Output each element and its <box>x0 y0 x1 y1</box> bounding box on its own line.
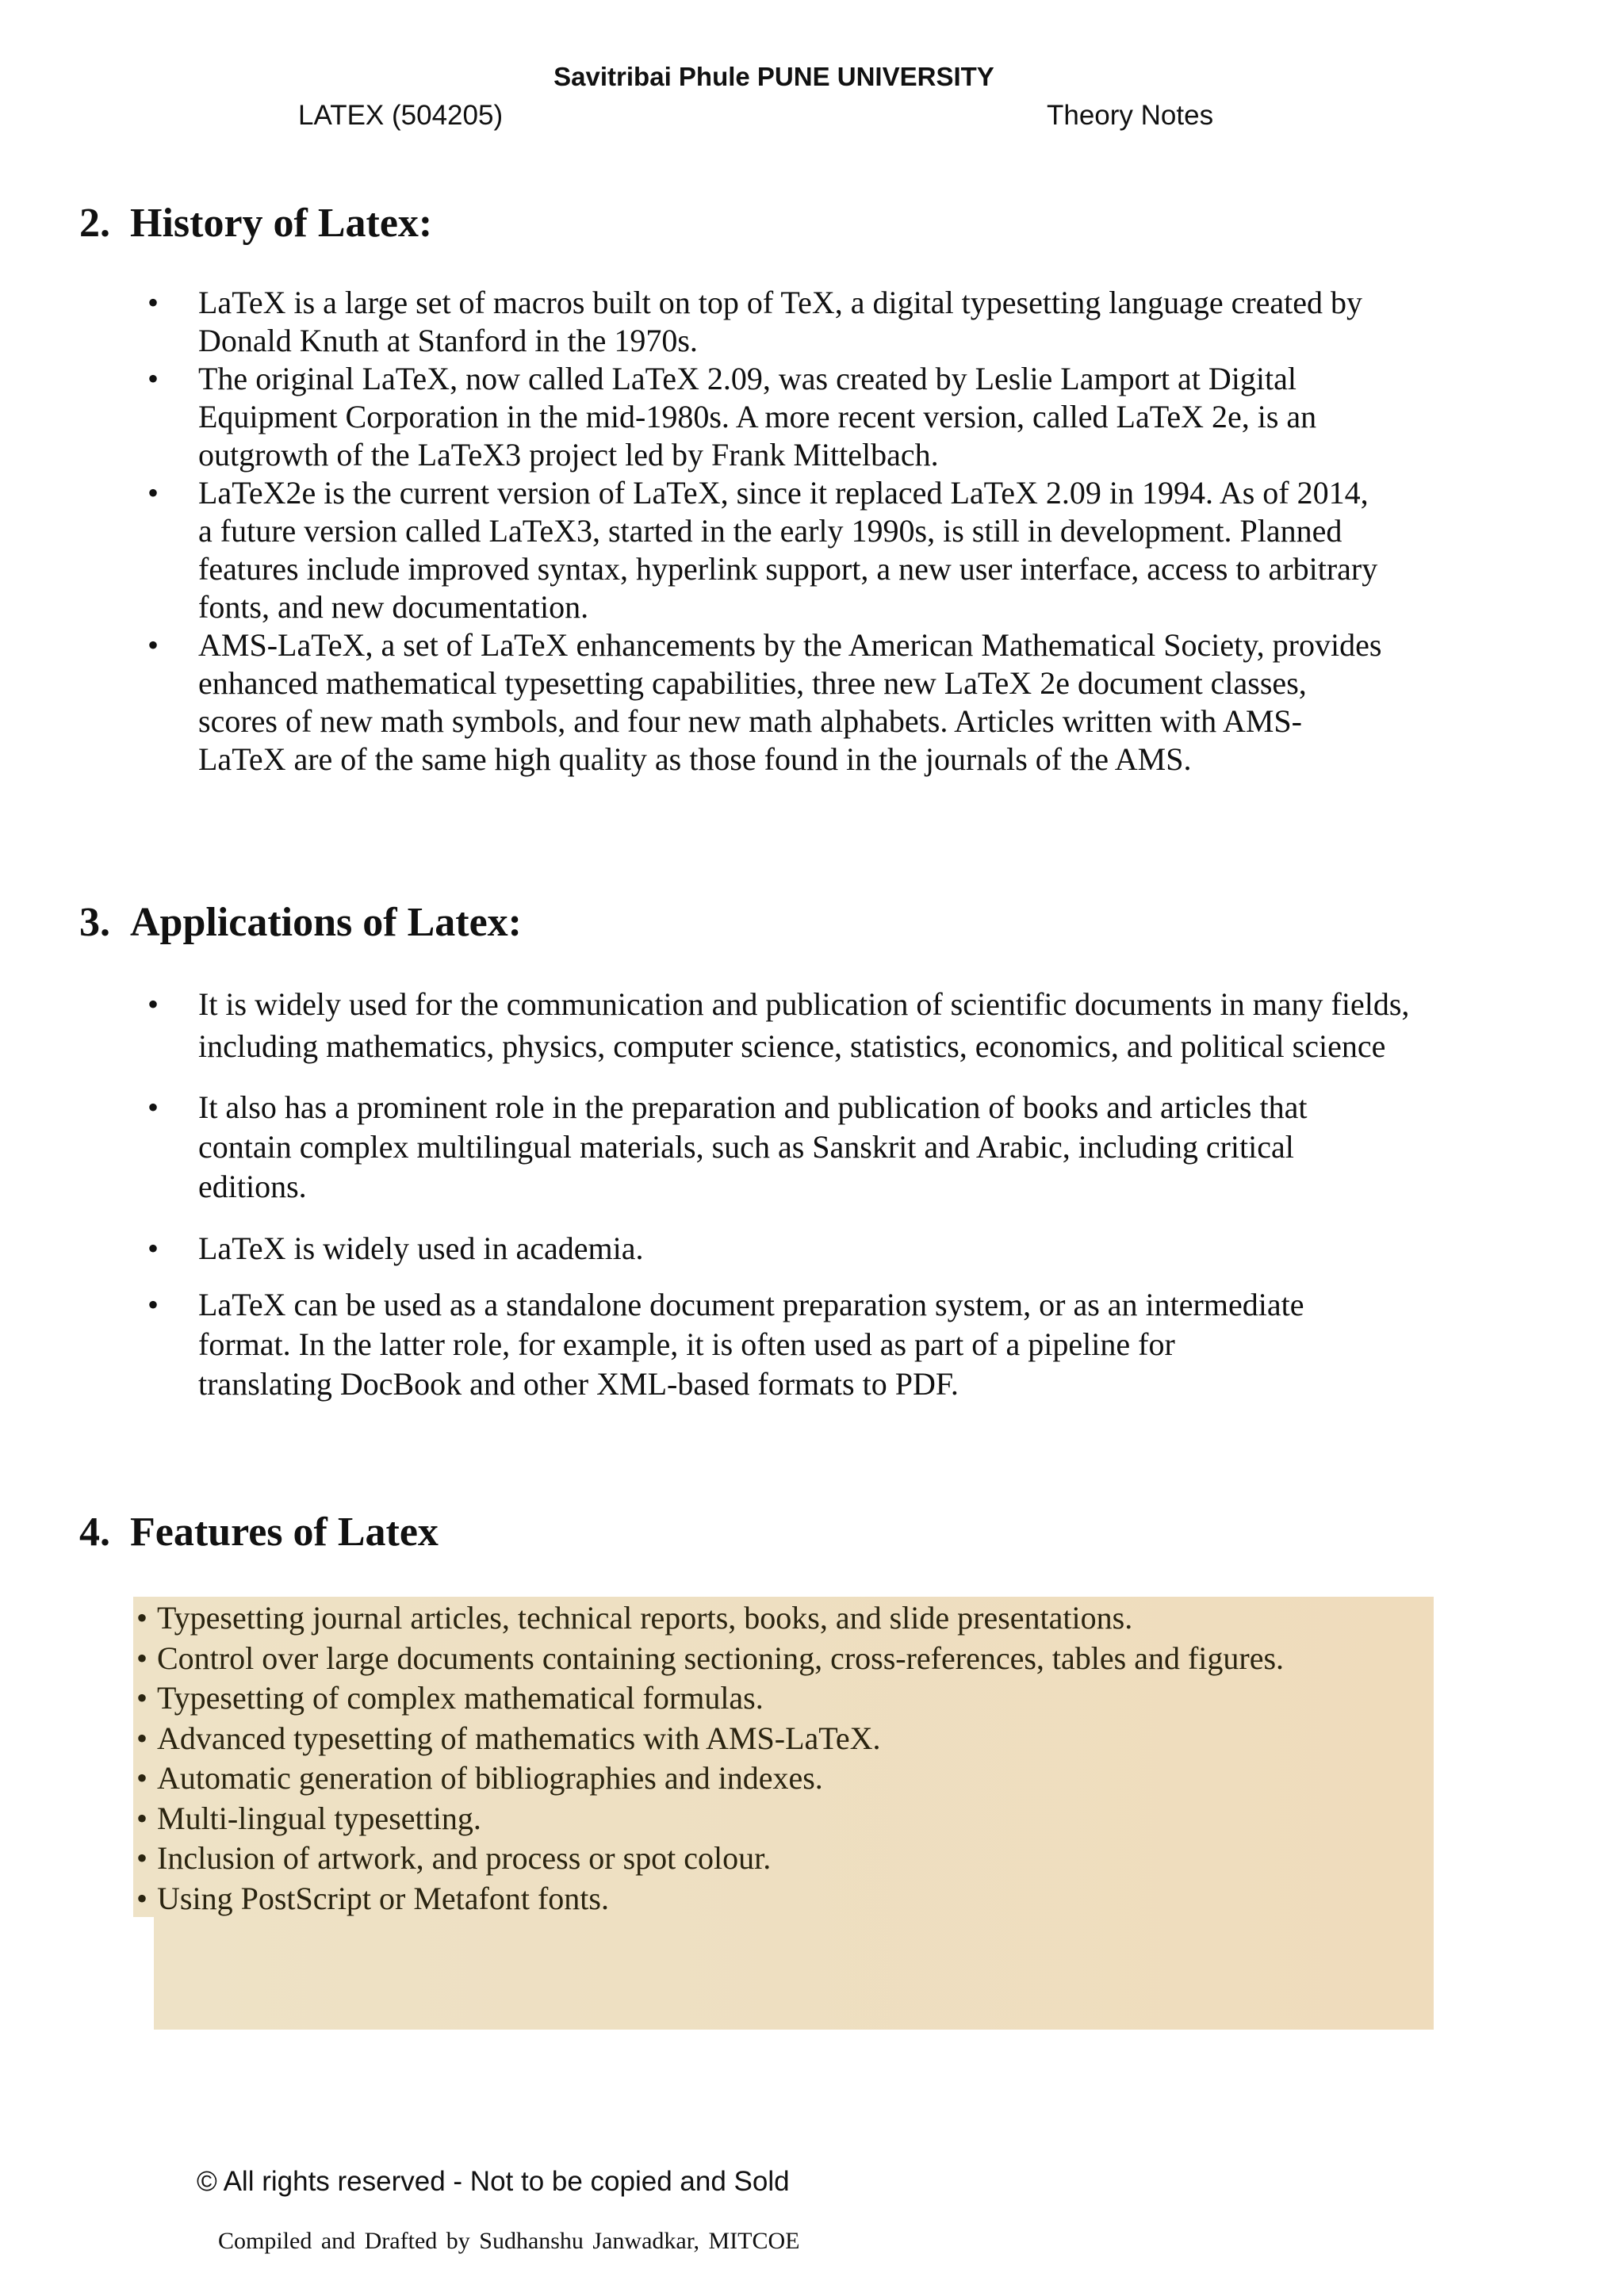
line: features include improved syntax, hyperlink support, a new user interface, access to arbitrary <box>198 551 1378 587</box>
feature-text: Inclusion of artwork, and process or spot colour. <box>157 1840 772 1876</box>
section-title: Applications of Latex: <box>130 900 522 945</box>
feature-text: Control over large documents containing sectioning, cross-references, tables and figures. <box>157 1640 1285 1676</box>
line: including mathematics, physics, computer science, statistics, economics, and political science <box>198 1028 1386 1064</box>
list-item <box>136 1678 1284 1719</box>
bullet-icon: • <box>136 1640 148 1676</box>
line: LaTeX is widely used in academia. <box>198 1230 644 1266</box>
list-item <box>147 360 1480 474</box>
line: enhanced mathematical typesetting capabilities, three new LaTeX 2e document classes, <box>198 665 1307 701</box>
section-heading-history <box>79 200 432 247</box>
feature-text: Automatic generation of bibliographies and indexes. <box>157 1760 823 1796</box>
bullet-icon: • <box>136 1720 148 1756</box>
line: It also has a prominent role in the preparation and publication of books and articles that <box>198 1089 1308 1125</box>
feature-text: Typesetting of complex mathematical formulas. <box>157 1680 764 1716</box>
list-item <box>136 1639 1284 1679</box>
line: a future version called LaTeX3, started in the early 1990s, is still in development. Planned <box>198 513 1342 549</box>
line: translating DocBook and other XML-based formats to PDF. <box>198 1366 959 1402</box>
line: Donald Knuth at Stanford in the 1970s. <box>198 323 698 358</box>
bullet-icon: • <box>147 1230 159 1266</box>
bullet-icon: • <box>136 1600 148 1636</box>
list-item <box>136 1799 1284 1839</box>
bullet-icon: • <box>147 627 159 663</box>
list-item <box>147 1285 1480 1404</box>
copyright-notice: © All rights reserved - Not to be copied and Sold <box>197 2166 790 2197</box>
list-item <box>147 1088 1480 1207</box>
notes-type: Theory Notes <box>1047 100 1214 131</box>
line: scores of new math symbols, and four new math alphabets. Articles written with AMS- <box>198 703 1302 739</box>
section-title: Features of Latex <box>130 1510 439 1555</box>
bullet-icon: • <box>136 1880 148 1916</box>
line: LaTeX can be used as a standalone document preparation system, or as an intermediate <box>198 1287 1304 1322</box>
list-item <box>147 284 1480 360</box>
bullet-icon: • <box>147 1089 159 1125</box>
applications-bullet-list <box>147 983 1480 1425</box>
line: The original LaTeX, now called LaTeX 2.09, was created by Leslie Lamport at Digital <box>198 361 1297 396</box>
section-title: History of Latex: <box>130 201 433 246</box>
line: LaTeX is a large set of macros built on top of TeX, a digital typesetting language created by <box>198 285 1363 320</box>
bullet-icon: • <box>147 285 159 320</box>
course-code: LATEX (504205) <box>298 100 504 131</box>
features-highlight-box-tail <box>154 1917 1434 2030</box>
line: LaTeX are of the same high quality as those found in the journals of the AMS. <box>198 741 1192 777</box>
section-number: 4. <box>79 1510 110 1555</box>
line: editions. <box>198 1169 307 1204</box>
line: outgrowth of the LaTeX3 project led by Frank Mittelbach. <box>198 437 939 473</box>
bullet-icon: • <box>147 475 159 511</box>
list-item <box>136 1879 1284 1919</box>
university-title: Savitribai Phule PUNE UNIVERSITY <box>553 62 994 91</box>
section-number: 3. <box>79 900 110 945</box>
bullet-icon: • <box>147 1287 159 1322</box>
line: fonts, and new documentation. <box>198 589 589 625</box>
list-item <box>147 474 1480 626</box>
feature-text: Typesetting journal articles, technical reports, books, and slide presentations. <box>157 1600 1133 1636</box>
list-item <box>147 626 1480 779</box>
bullet-icon: • <box>136 1760 148 1796</box>
list-item <box>136 1839 1284 1879</box>
list-item <box>136 1719 1284 1759</box>
bullet-icon: • <box>136 1680 148 1716</box>
line: LaTeX2e is the current version of LaTeX, since it replaced LaTeX 2.09 in 1994. As of 2014, <box>198 475 1369 511</box>
line: format. In the latter role, for example, it is often used as part of a pipeline for <box>198 1326 1175 1362</box>
line: contain complex multilingual materials, such as Sanskrit and Arabic, including critical <box>198 1129 1294 1165</box>
list-item <box>136 1758 1284 1799</box>
bullet-icon: • <box>136 1840 148 1876</box>
list-item <box>136 1598 1284 1639</box>
section-heading-features <box>79 1509 439 1556</box>
list-item <box>147 1227 1480 1269</box>
section-number: 2. <box>79 201 110 246</box>
feature-text: Multi-lingual typesetting. <box>157 1800 481 1836</box>
feature-text: Advanced typesetting of mathematics with AMS-LaTeX. <box>157 1720 881 1756</box>
history-bullet-list <box>147 284 1480 779</box>
bullet-icon: • <box>147 986 159 1022</box>
compiled-by-credit: Compiled and Drafted by Sudhanshu Janwadkar, MITCOE <box>218 2228 800 2254</box>
bullet-icon: • <box>147 361 159 396</box>
features-bullet-list <box>136 1598 1284 1919</box>
line: AMS-LaTeX, a set of LaTeX enhancements by the American Mathematical Society, provides <box>198 627 1382 663</box>
feature-text: Using PostScript or Metafont fonts. <box>157 1880 609 1916</box>
line: Equipment Corporation in the mid-1980s. A more recent version, called LaTeX 2e, is an <box>198 399 1317 434</box>
line: It is widely used for the communication and publication of scientific documents in many fields, <box>198 986 1410 1022</box>
list-item <box>147 983 1480 1067</box>
section-heading-applications <box>79 899 522 946</box>
bullet-icon: • <box>136 1800 148 1836</box>
